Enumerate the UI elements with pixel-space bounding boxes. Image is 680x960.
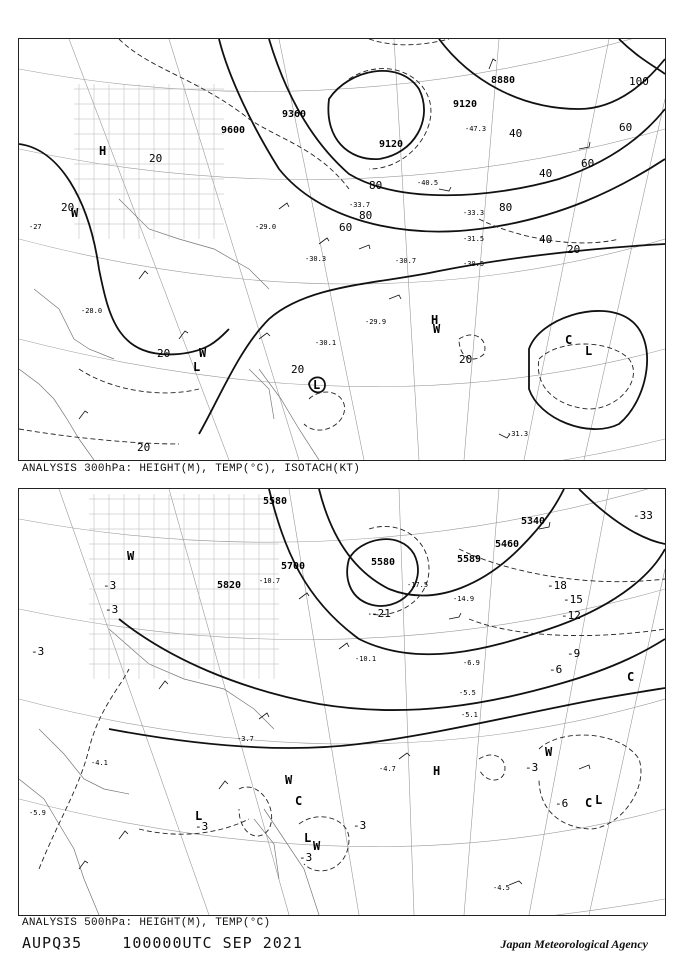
isotach-label: 80 xyxy=(369,179,383,192)
station-temp: -27 xyxy=(29,223,42,231)
warm-center: W xyxy=(199,346,207,360)
station-temp: -4.7 xyxy=(379,765,396,773)
low-pressure-center: L xyxy=(195,809,203,823)
isotach-label: 20 xyxy=(567,243,581,256)
wind-barbs-300 xyxy=(79,59,593,438)
isotach-label: 80 xyxy=(499,201,513,214)
isotach-label: 20 xyxy=(459,353,473,366)
isotherm-label: -3 xyxy=(105,603,119,616)
low-pressure-center: L xyxy=(304,831,312,845)
isotherm-label: -6 xyxy=(555,797,569,810)
height-contours-300 xyxy=(19,39,665,434)
isotach-label: 100 xyxy=(629,75,649,88)
station-temp: -33.7 xyxy=(349,201,371,209)
isotherm-label: -18 xyxy=(547,579,567,592)
low-pressure-center: L xyxy=(193,360,201,374)
agency-name: Japan Meteorological Agency xyxy=(500,937,648,951)
panel-300-caption: ANALYSIS 300hPa: HEIGHT(M), TEMP(°C), ISOTACH(KT) xyxy=(22,463,361,475)
warm-center: W xyxy=(313,839,321,853)
warm-center: W xyxy=(433,322,441,336)
cold-center: C xyxy=(627,670,635,684)
cold-center: C xyxy=(565,333,573,347)
station-temp: -5.9 xyxy=(29,809,46,817)
station-temp: -4.5 xyxy=(493,884,510,892)
high-pressure-center: H xyxy=(431,313,439,327)
height-label-9360: 9360 xyxy=(282,109,307,120)
station-temp: -3.7 xyxy=(237,735,254,743)
panel-500-caption: ANALYSIS 500hPa: HEIGHT(M), TEMP(°C) xyxy=(22,917,271,929)
height-label-5340: 5340 xyxy=(521,516,546,527)
warm-center: W xyxy=(285,773,293,787)
warm-center: W xyxy=(71,206,79,220)
station-temp: -31.5 xyxy=(463,235,485,243)
height-label-5460: 5460 xyxy=(495,539,520,550)
height-label-9120-north: 9120 xyxy=(453,99,478,110)
isotherm-label: -3 xyxy=(103,579,117,592)
cold-center: C xyxy=(585,796,593,810)
low-pressure-center: L xyxy=(585,344,593,358)
isotach-label: 20 xyxy=(61,201,75,214)
isotach-label: 60 xyxy=(581,157,595,170)
isotherm-label: -33 xyxy=(633,509,653,522)
low-pressure-center: L xyxy=(313,378,321,392)
isotach-label: 60 xyxy=(339,221,353,234)
map-500hpa-svg xyxy=(19,489,665,915)
map-300hpa-svg xyxy=(19,39,665,460)
station-temp: -47.3 xyxy=(465,125,487,133)
height-label-5820: 5820 xyxy=(217,580,242,591)
height-label-9600: 9600 xyxy=(221,125,246,136)
isotherm-label: -21 xyxy=(371,607,391,620)
height-label-5589: 5589 xyxy=(457,554,482,565)
station-temp: -14.9 xyxy=(453,595,475,603)
height-label-5580-north: 5580 xyxy=(263,496,288,507)
isotherm-label: -6 xyxy=(549,663,563,676)
isotherm-label: -3 xyxy=(195,820,209,833)
wind-barbs-500 xyxy=(79,522,593,885)
station-temp: -30.7 xyxy=(395,257,417,265)
station-temp: -30.3 xyxy=(305,255,327,263)
isotherm-label: -3 xyxy=(525,761,539,774)
warm-center: W xyxy=(545,745,553,759)
station-temp: -5.5 xyxy=(459,689,476,697)
low-pressure-center: L xyxy=(595,793,603,807)
station-temp: -17.5 xyxy=(407,581,429,589)
hatched-area-500 xyxy=(89,494,279,679)
high-pressure-center: H xyxy=(99,144,107,158)
high-pressure-center: H xyxy=(433,764,441,778)
height-label-9120-low: 9120 xyxy=(379,139,404,150)
isotherm-label: -3 xyxy=(31,645,45,658)
chart-code-and-time: AUPQ35 100000UTC SEP 2021 xyxy=(22,934,303,952)
isotach-label: 40 xyxy=(509,127,523,140)
station-temp: -28.0 xyxy=(81,307,103,315)
isotach-label: 40 xyxy=(539,167,553,180)
isotach-label: 60 xyxy=(619,121,633,134)
station-temp: -5.1 xyxy=(461,711,478,719)
isotherm-label: -9 xyxy=(567,647,581,660)
station-temp: -4.1 xyxy=(91,759,108,767)
isotherm-label: -12 xyxy=(561,609,581,622)
station-temp: -30.1 xyxy=(315,339,337,347)
map-panel-500hpa xyxy=(18,488,666,916)
station-temp: -29.0 xyxy=(255,223,277,231)
isotach-label: 20 xyxy=(291,363,305,376)
isotherm-label: -15 xyxy=(563,593,583,606)
isotherm-label: -3 xyxy=(353,819,367,832)
station-temp: -30.5 xyxy=(463,260,485,268)
height-label-5580-low: 5580 xyxy=(371,557,396,568)
isotach-label: 20 xyxy=(137,441,151,454)
height-label-8880: 8880 xyxy=(491,75,516,86)
station-temp: -10.1 xyxy=(355,655,377,663)
isotach-label: 40 xyxy=(539,233,553,246)
station-temp: -33.3 xyxy=(463,209,485,217)
station-temp: -31.3 xyxy=(507,430,529,438)
isotach-label: 20 xyxy=(149,152,163,165)
isotach-label: 20 xyxy=(157,347,171,360)
isotherm-label: -3 xyxy=(299,851,313,864)
isotach-label: 80 xyxy=(359,209,373,222)
cold-center: C xyxy=(295,794,303,808)
height-label-5700: 5700 xyxy=(281,561,306,572)
warm-center: W xyxy=(127,549,135,563)
map-panel-300hpa xyxy=(18,38,666,461)
graticule-500 xyxy=(19,489,665,915)
station-temp: -29.9 xyxy=(365,318,387,326)
station-temp: -6.9 xyxy=(463,659,480,667)
station-temp: -10.7 xyxy=(259,577,281,585)
station-temp: -40.5 xyxy=(417,179,439,187)
